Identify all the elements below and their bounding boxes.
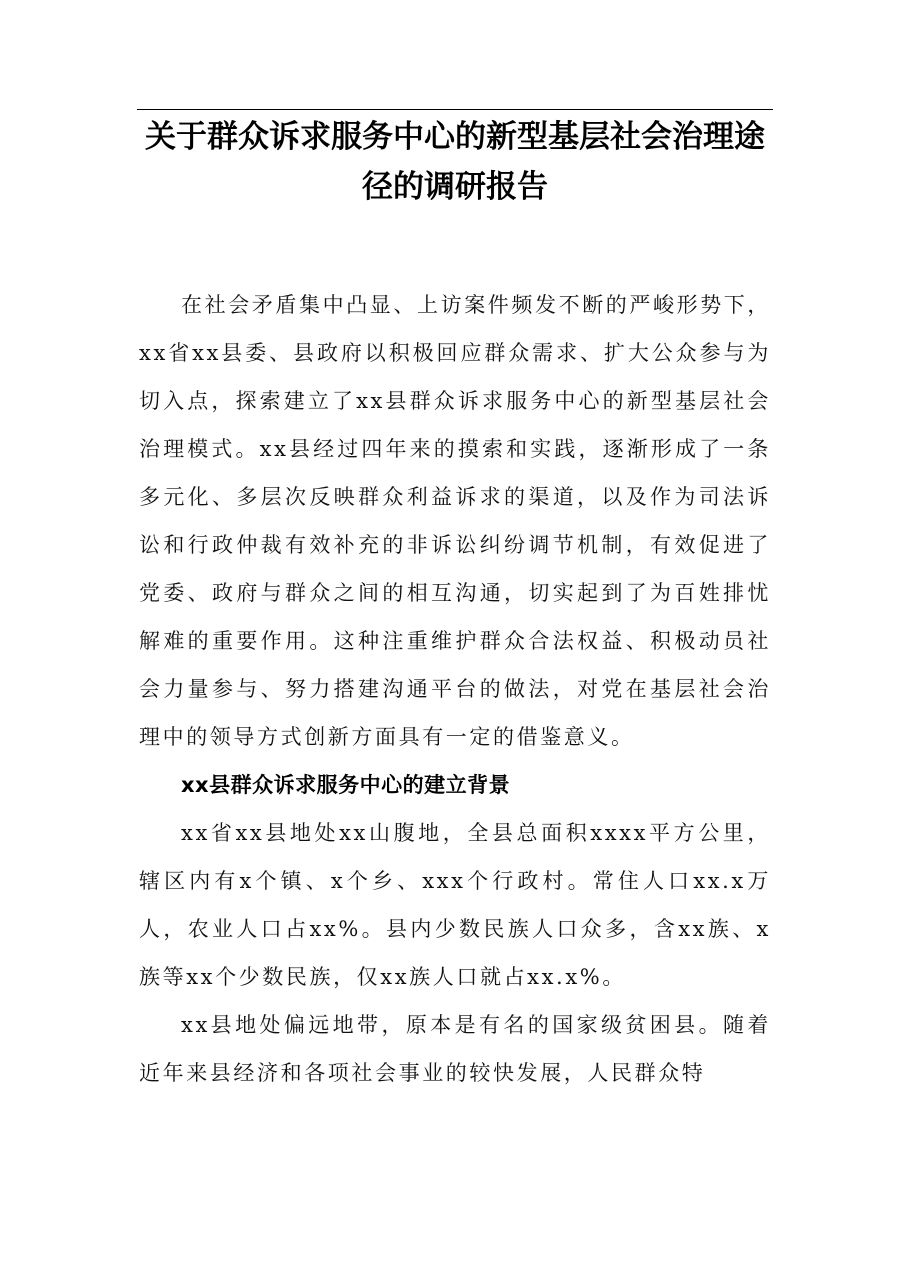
document-body [139,281,771,1097]
section-paragraph-2: xx县地处偏远地带，原本是有名的国家级贫困县。随着近年来县经济和各项社会事业的较快发展，人民群众特 [139,1013,771,1085]
document-title: 关于群众诉求服务中心的新型基层社会治理途径的调研报告 [145,119,765,205]
section-paragraph-1: xx省xx县地处xx山腹地，全县总面积xxxx平方公里，辖区内有x个镇、x个乡、xxx个行政村。常住人口xx.x万人，农业人口占xx%。县内少数民族人口众多，含xx族、x族等xx个少数民族，仅xx族人口就占xx.x%。 [139,821,771,989]
section-heading: xx县群众诉求服务中心的建立背景 [181,773,511,797]
header-rule [137,109,773,110]
intro-paragraph: 在社会矛盾集中凸显、上访案件频发不断的严峻形势下，xx省xx县委、县政府以积极回应群众需求、扩大公众参与为切入点，探索建立了xx县群众诉求服务中心的新型基层社会治理模式。xx县经过四年来的摸索和实践，逐渐形成了一条多元化、多层次反映群众利益诉求的渠道，以及作为司法诉讼和行政仲裁有效补充的非诉讼纠纷调节机制，有效促进了党委、政府与群众之间的相互沟通，切实起到了为百姓排忧解难的重要作用。这种注重维护群众合法权益、积极动员社会力量参与、努力搭建沟通平台的做法，对党在基层社会治理中的领导方式创新方面具有一定的借鉴意义。 [139,293,771,749]
